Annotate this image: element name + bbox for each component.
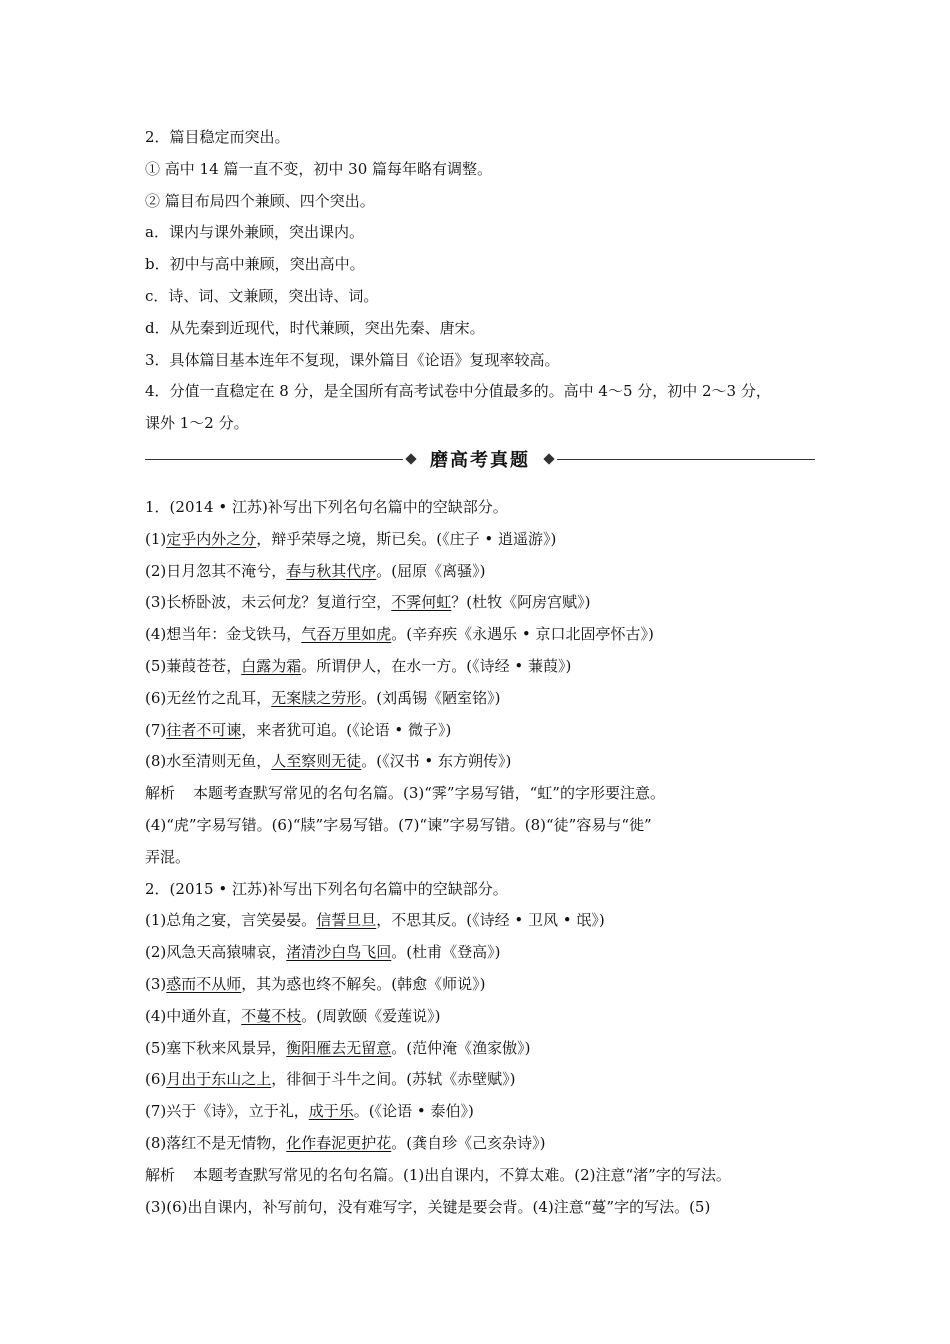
item-text: (4)想当年：金戈铁马， xyxy=(145,625,302,644)
analysis-text: 本题考查默写常见的名句名篇。(1)出自课内，不算太难。(2)注意“渚”字的写法。 xyxy=(193,1165,731,1184)
question-2 xyxy=(145,874,815,1224)
item-text: 。(屈原《离骚》) xyxy=(376,561,486,580)
item-text: (5)塞下秋来风景异， xyxy=(145,1038,287,1057)
question-item xyxy=(145,937,815,969)
question-item xyxy=(145,651,815,683)
question-item xyxy=(145,905,815,937)
analysis-text: (4)“虎”字易写错。(6)“牍”字易写错。(7)“谏”字易写错。(8)“徒”容易与“徙” xyxy=(145,815,652,834)
item-text: (3)长桥卧波，未云何龙？复道行空， xyxy=(145,593,392,612)
item-text: 。(刘禹锡《陋室铭》) xyxy=(361,688,501,707)
intro-line: c．诗、词、文兼顾，突出诗、词。 xyxy=(145,286,379,305)
answer-blank: 不霁何虹 xyxy=(391,593,452,612)
answer-blank: 人至察则无徒 xyxy=(271,752,362,771)
intro-line: 课外 1～2 分。 xyxy=(145,414,249,433)
intro-line: ② 篇目布局四个兼顾、四个突出。 xyxy=(145,191,375,210)
item-text: (5)蒹葭苍苍， xyxy=(145,656,242,675)
intro-section xyxy=(145,122,815,440)
intro-line: b．初中与高中兼顾，突出高中。 xyxy=(145,255,365,274)
intro-line: a．课内与课外兼顾，突出课内。 xyxy=(145,223,364,242)
answer-blank: 定乎内外之分 xyxy=(166,529,257,548)
analysis-text: 弄混。 xyxy=(145,847,191,866)
question-item xyxy=(145,1001,815,1033)
item-text: (8)水至清则无鱼， xyxy=(145,752,272,771)
analysis xyxy=(145,778,815,810)
question-item xyxy=(145,746,815,778)
analysis-text: 本题考查默写常见的名句名篇。(3)“霁”字易写错，“虹”的字形要注意。 xyxy=(193,784,665,803)
item-text: ，不思其反。(《诗经 • 卫风 • 氓》) xyxy=(376,911,605,930)
item-text: (3) xyxy=(145,974,167,993)
item-text: 。(龚自珍《己亥杂诗》) xyxy=(391,1133,546,1152)
document-page xyxy=(145,122,815,1223)
item-text: ，辩乎荣辱之境，斯已矣。(《庄子 • 逍遥游》) xyxy=(256,529,557,548)
banner-rule-right xyxy=(557,459,815,460)
item-text: 。(周敦颐《爱莲说》) xyxy=(301,1006,441,1025)
item-text: (7)兴于《诗》，立于礼， xyxy=(145,1102,309,1121)
answer-blank: 成于乐 xyxy=(308,1102,354,1121)
answer-blank: 惑而不从师 xyxy=(166,974,242,993)
answer-blank: 月出于东山之上 xyxy=(166,1070,272,1089)
intro-line: 4．分值一直稳定在 8 分，是全国所有高考试卷中分值最多的。高中 4～5 分，初中 2～3 分， xyxy=(145,382,771,401)
section-title: 磨高考真题 xyxy=(430,449,530,471)
analysis-label: 解析 xyxy=(145,1165,176,1184)
question-item xyxy=(145,524,815,556)
answer-blank: 气吞万里如虎 xyxy=(301,625,392,644)
question-1 xyxy=(145,492,815,874)
answer-blank: 往者不可谏 xyxy=(166,720,242,739)
item-text: (6) xyxy=(145,1070,167,1089)
item-text: ，来者犹可追。(《论语 • 微子》) xyxy=(241,720,452,739)
answer-blank: 不蔓不枝 xyxy=(241,1006,302,1025)
item-text: (4)中通外直， xyxy=(145,1006,242,1025)
item-text: 。所谓伊人，在水一方。(《诗经 • 蒹葭》) xyxy=(301,656,572,675)
question-stem: 1．(2014 • 江苏)补写出下列名句名篇中的空缺部分。 xyxy=(145,497,508,516)
item-text: ，其为惑也终不解矣。(韩愈《师说》) xyxy=(241,974,486,993)
question-item xyxy=(145,1096,815,1128)
answer-blank: 衡阳雁去无留意 xyxy=(286,1038,392,1057)
item-text: 。(杜甫《登高》) xyxy=(391,943,501,962)
item-text: 。(《汉书 • 东方朔传》) xyxy=(361,752,512,771)
analysis-label: 解析 xyxy=(145,784,176,803)
answer-blank: 白露为霜 xyxy=(241,656,302,675)
item-text: ？(杜牧《阿房宫赋》) xyxy=(451,593,591,612)
question-item xyxy=(145,1128,815,1160)
analysis-text: (3)(6)出自课内，补写前句，没有难写字，关键是要会背。(4)注意“蔓”字的写法。(5) xyxy=(145,1197,711,1216)
item-text: ，徘徊于斗牛之间。(苏轼《赤壁赋》) xyxy=(271,1070,516,1089)
intro-line: 2．篇目稳定而突出。 xyxy=(145,128,290,146)
question-item xyxy=(145,683,815,715)
item-text: (1)总角之宴，言笑晏晏。 xyxy=(145,911,317,930)
question-item xyxy=(145,619,815,651)
item-text: 。(《论语 • 泰伯》) xyxy=(353,1102,474,1121)
answer-blank: 化作春泥更护花 xyxy=(286,1133,392,1152)
question-item xyxy=(145,1064,815,1096)
item-text: (2)风急天高猿啸哀， xyxy=(145,943,287,962)
question-item xyxy=(145,1033,815,1065)
answer-blank: 春与秋其代序 xyxy=(286,561,377,580)
intro-line: 3．具体篇目基本连年不复现，课外篇目《论语》复现率较高。 xyxy=(145,350,560,369)
item-text: (6)无丝竹之乱耳， xyxy=(145,688,272,707)
question-item xyxy=(145,587,815,619)
intro-line: ① 高中 14 篇一直不变，初中 30 篇每年略有调整。 xyxy=(145,159,493,178)
item-text: 。(范仲淹《渔家傲》) xyxy=(391,1038,531,1057)
item-text: (8)落红不是无情物， xyxy=(145,1133,287,1152)
answer-blank: 信誓旦旦 xyxy=(316,911,377,930)
intro-line: d．从先秦到近现代，时代兼顾，突出先秦、唐宋。 xyxy=(145,318,485,337)
answer-blank: 渚清沙白鸟飞回 xyxy=(286,943,392,962)
question-item xyxy=(145,556,815,588)
item-text: (1) xyxy=(145,529,167,548)
answer-blank: 无案牍之劳形 xyxy=(271,688,362,707)
section-banner xyxy=(145,442,815,478)
question-item xyxy=(145,969,815,1001)
analysis xyxy=(145,1160,815,1192)
question-stem: 2．(2015 • 江苏)补写出下列名句名篇中的空缺部分。 xyxy=(145,879,508,898)
item-text: 。(辛弃疾《永遇乐 • 京口北固亭怀古》) xyxy=(391,625,654,644)
item-text: (7) xyxy=(145,720,167,739)
question-item xyxy=(145,715,815,747)
item-text: (2)日月忽其不淹兮， xyxy=(145,561,287,580)
